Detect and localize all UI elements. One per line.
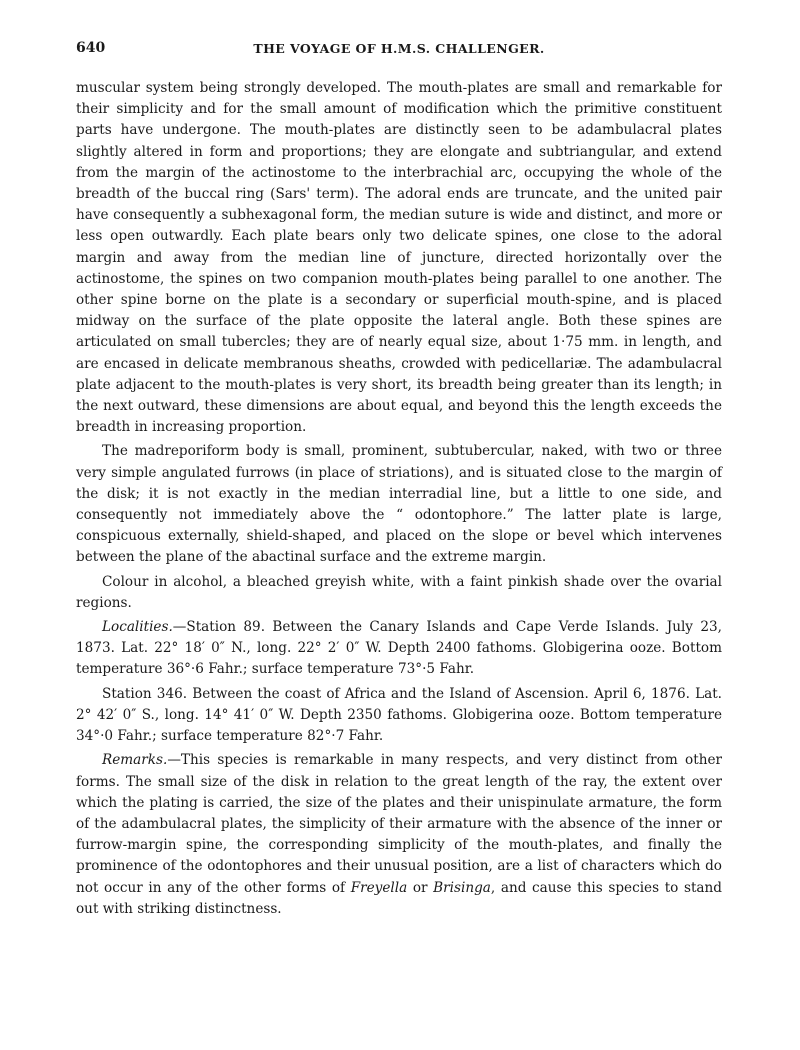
- localities-label: Localities.: [102, 619, 173, 636]
- genus-freyella: Freyella: [350, 879, 408, 896]
- running-title: THE VOYAGE OF H.M.S. CHALLENGER.: [253, 41, 545, 56]
- paragraph-madreporiform: The madreporiform body is small, prominent, subtubercular, naked, with two or three very simple angulated furrows (in place of striations), and is situated close to the margin of the disk; it is not exactly in the median interradial line, but a little to one side, and consequently not immediately above the “ odontophore.” The latter plate is large, conspicuous externally, shield-shaped, and placed on the slope or bevel which intervenes between the plane of the abactinal surface and the extreme margin.: [76, 443, 722, 566]
- page-header: [76, 40, 722, 64]
- remarks-end: , and cause this species to stand out with striking distinctness.: [76, 879, 722, 917]
- paragraph-remarks: [76, 750, 722, 920]
- genus-brisinga: Brisinga: [433, 879, 491, 896]
- remarks-or: or: [407, 879, 434, 896]
- remarks-label: Remarks.: [102, 752, 168, 769]
- remarks-text: —This species is remarkable in many respects, and very distinct from other forms. The small size of the disk in relation to the great length of the ray, the extent over which the plating is carried, the size of the plates and their unispinulate armature, the form of the adambulacral plates, the simplicity of their armature with the absence of the inner or furrow-margin spine, the corresponding simplicity of the mouth-plates, and finally the prominence of the odontophores and their unusual position, are a list of characters which do not occur in any of the other forms of: [76, 752, 722, 896]
- page-number: 640: [76, 40, 106, 56]
- paragraph-colour: Colour in alcohol, a bleached greyish white, with a faint pinkish shade over the ovarial regions.: [76, 573, 722, 611]
- paragraph-localities: [76, 617, 722, 681]
- localities-text: —Station 89. Between the Canary Islands and Cape Verde Islands. July 23, 1873. Lat. 22° 18′ 0″ N., long. 22° 2′ 0″ W. Depth 2400 fathoms. Globigerina ooze. Bottom temperature 36°·6 Fahr.; surface temperature 73°·5 Fahr.: [76, 619, 722, 678]
- paragraph-mouth-plates: muscular system being strongly developed. The mouth-plates are small and remarkable for their simplicity and for the small amount of modification which the primitive constituent parts have undergone. The mouth-plates are distinctly seen to be adambulacral plates slightly altered in form and proportions; they are elongate and subtriangular, and extend from the margin of the actinostome to the interbrachial arc, occupying the whole of the breadth of the buccal ring (Sars' term). The adoral ends are truncate, and the united pair have consequently a subhexagonal form, the median suture is wide and distinct, and more or less open outwardly. Each plate bears only two delicate spines, one close to the adoral margin and away from the median line of juncture, directed horizontally over the actinostome, the spines on two companion mouth-plates being parallel to one another. The other spine borne on the plate is a secondary or superficial mouth-spine, and is placed midway on the surface of the plate opposite the lateral angle. Both these spines are articulated on small tubercles; they are of nearly equal size, about 1·75 mm. in length, and are encased in delicate membranous sheaths, crowded with pedicellariæ. The adambulacral plate adjacent to the mouth-plates is very short, its breadth being greater than its length; in the next outward, these dimensions are about equal, and beyond this the length exceeds the breadth in increasing proportion.: [76, 80, 722, 436]
- body-text: [76, 78, 722, 920]
- paragraph-station-346: Station 346. Between the coast of Africa and the Island of Ascension. April 6, 1876. Lat. 2° 42′ 0″ S., long. 14° 41′ 0″ W. Depth 2350 fathoms. Globigerina ooze. Bottom temperature 34°·0 Fahr.; surface temperature 82°·7 Fahr.: [76, 685, 722, 745]
